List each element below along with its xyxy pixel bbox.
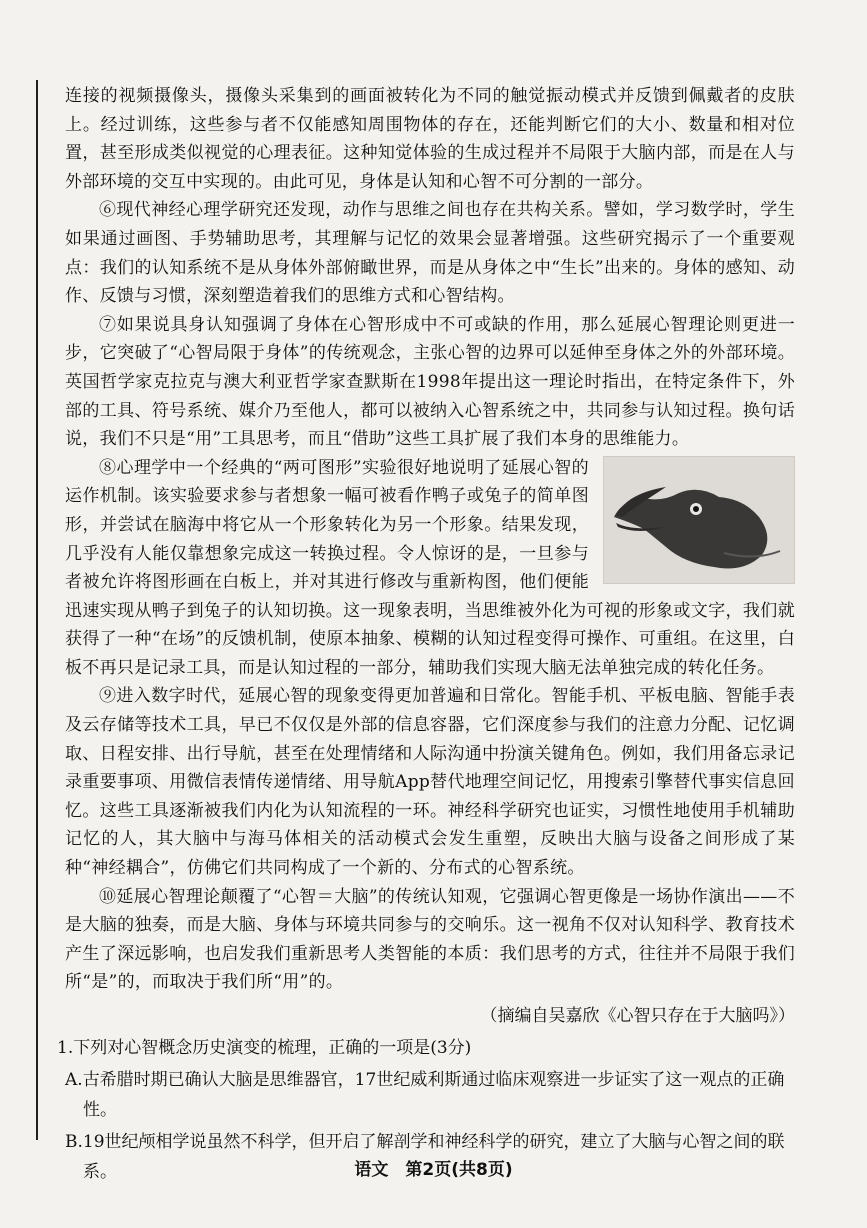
duck-rabbit-figure <box>603 456 795 584</box>
paragraph-10: ⑩延展心智理论颠覆了“心智＝大脑”的传统认知观，它强调心智更像是一场协作演出——不是大脑的独奏，而是大脑、身体与环境共同参与的交响乐。这一视角不仅对认知科学、教育技术产生了深远影响，也启发我们重新思考人类智能的本质：我们思考的方式，往往并不局限于我们所“是”的，而取决于我们所“用”的。 <box>65 886 795 993</box>
margin-rule <box>36 80 38 1140</box>
article-body <box>57 82 795 1187</box>
option-a <box>65 1065 795 1125</box>
source-citation: （摘编自吴嘉欣《心智只存在于大脑吗》） <box>480 1006 795 1026</box>
paragraph-9: ⑨进入数字时代，延展心智的现象变得更加普遍和日常化。智能手机、平板电脑、智能手表及云存储等技术工具，早已不仅仅是外部的信息容器，它们深度参与我们的注意力分配、记忆调取、日程安排、出行导航，甚至在处理情绪和人际沟通中扮演关键角色。例如，我们用备忘录记录重要事项、用微信表情传递情绪、用导航App替代地理空间记忆，用搜索引擎替代事实信息回忆。这些工具逐渐被我们内化为认知流程的一环。神经科学研究也证实，习惯性地使用手机辅助记忆的人，其大脑中与海马体相关的活动模式会发生重塑，反映出大脑与设备之间形成了某种“神经耦合”，仿佛它们共同构成了一个新的、分布式的心智系统。 <box>65 686 795 879</box>
paragraph-6: ⑥现代神经心理学研究还发现，动作与思维之间也存在共构关系。譬如，学习数学时，学生如果通过画图、手势辅助思考，其理解与记忆的效果会显著增强。这些研究揭示了一个重要观点：我们的认知系统不是从身体外部俯瞰世界，而是从身体之中“生长”出来的。身体的感知、动作、反馈与习惯，深刻塑造着我们的思维方式和心智结构。 <box>65 200 795 307</box>
option-b-label: B. <box>65 1132 83 1152</box>
page-footer: 语文 第2页(共8页) <box>354 1160 513 1180</box>
question-1: 1.下列对心智概念历史演变的梳理，正确的一项是(3分) <box>57 1038 472 1058</box>
paragraph-continued: 连接的视频摄像头，摄像头采集到的画面被转化为不同的触觉振动模式并反馈到佩戴者的皮肤上。经过训练，这些参与者不仅能感知周围物体的存在，还能判断它们的大小、数量和相对位置，甚至形成类似视觉的心理表征。这种知觉体验的生成过程并不局限于大脑内部，而是在人与外部环境的交互中实现的。由此可见，身体是认知和心智不可分割的一部分。 <box>65 86 795 192</box>
option-b-text: 19世纪颅相学说虽然不科学，但开启了解剖学和神经科学的研究，建立了大脑与心智之间的联系。 <box>82 1132 785 1182</box>
paragraph-7: ⑦如果说具身认知强调了身体在心智形成中不可或缺的作用，那么延展心智理论则更进一步，它突破了“心智局限于身体”的传统观念，主张心智的边界可以延伸至身体之外的外部环境。英国哲学家克拉克与澳大利亚哲学家查默斯在1998年提出这一理论时指出，在特定条件下，外部的工具、符号系统、媒介乃至他人，都可以被纳入心智系统之中，共同参与认知过程。换句话说，我们不只是“用”工具思考，而且“借助”这些工具扩展了我们本身的思维能力。 <box>65 314 795 450</box>
duck-rabbit-icon <box>604 457 794 583</box>
option-a-text: 古希腊时期已确认大脑是思维器官，17世纪威利斯通过临床观察进一步证实了这一观点的正确性。 <box>82 1070 785 1120</box>
option-a-label: A. <box>65 1070 83 1090</box>
paragraph-8: ⑧心理学中一个经典的“两可图形”实验很好地说明了延展心智的运作机制。该实验要求参与者想象一幅可被看作鸭子或兔子的简单图形，并尝试在脑海中将它从一个形象转化为另一个形象。结果发现，几乎没有人能仅靠想象完成这一转换过程。令人惊讶的是，一旦参与者被允许将图形画在白板上，并对其进行修改与重新构图，他们便能迅速实现从鸭子到兔子的认知切换。这一现象表明，当思维被外化为可视的形象或文字，我们就获得了一种“在场”的反馈机制，使原本抽象、模糊的认知过程变得可操作、可重组。在这里，白板不再只是记录工具，而是认知过程的一部分，辅助我们实现大脑无法单独完成的转化任务。 <box>65 457 795 678</box>
